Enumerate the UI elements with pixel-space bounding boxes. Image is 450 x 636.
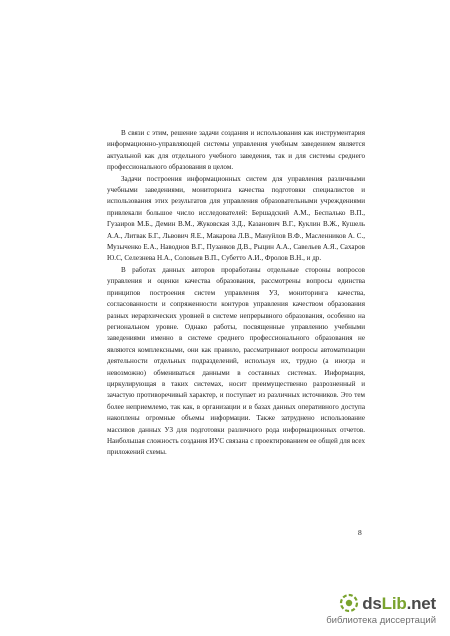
watermark-brand-text	[362, 594, 436, 614]
watermark-subtitle: библиотека диссертаций	[326, 615, 436, 626]
body-text	[107, 128, 365, 459]
page-number: 8	[358, 528, 362, 537]
watermark-brand-net: .net	[406, 594, 436, 613]
paragraph-1: В связи с этим, решение задачи создания и использования как инструментария информационно-управляющей системы управления учебным заведением является актуальной как для отдельного учебного заведения, так и для системы среднего профессионального образования в целом.	[107, 129, 365, 172]
watermark-brand	[326, 592, 436, 614]
paragraph-3: В работах данных авторов проработаны отдельные стороны вопросов управления и оценки качества образования, рассмотрены вопросы единства принципов построения систем управления УЗ, мониторинга качества, согласованности и сопряженности контуров управления качеством образования разных иерархических уровней в системе непрерывного образования, особенно на региональном уровне. Однако работы, посвященные управлению учебными заведениями именно в системе среднего профессионального образования не являются комплексными, они как правило, рассматривают вопросы автоматизации деятельности отдельных подразделений, используя их, трудно (а иногда и невозможно) обмениваться данными в составных системах. Информация, циркулирующая в таких системах, носит преимущественно разрозненный и зачастую противоречивый характер, и поступает из различных источников. Это тем более неприемлемо, так как, в организации и в базах данных оперативного доступа накоплены огромные объемы информации. Также затруднено использование массивов данных УЗ для подготовки различного рода информационных отчетов. Наибольшая сложность создания ИУС связана с проектированием ее общей для всех приложений схемы.	[107, 265, 365, 457]
watermark-brand-lib: Lib	[381, 594, 407, 613]
watermark-brand-ds: ds	[362, 594, 382, 613]
dslib-logo-icon	[338, 592, 360, 614]
paragraph-2: Задачи построения информационных систем для управления различными учебными заведениями, мониторинга качества подготовки специалистов и использования этих результатов для управления образовательными учреждениями привлекали большое число исследователей: Бершадский А.М., Беспалько В.П., Гузаиров М.Б., Демин В.М., Жуковская З.Д., Казанович В.Г., Куклин В.Ж., Кушель А.А., Литвак Б.Г., Львович Я.Е., Макарова Л.В., Мануйлов В.Ф., Масленников А. С., Музыченко Е.А., Наводнов В.Г., Пузанков Д.В., Рыцин А.А., Савельев А.Я., Сахаров Ю.С, Селезнева Н.А., Соловьев В.П., Субетто А.И., Фролов В.Н., и др.	[107, 174, 365, 263]
dslib-watermark[interactable]	[326, 592, 436, 626]
